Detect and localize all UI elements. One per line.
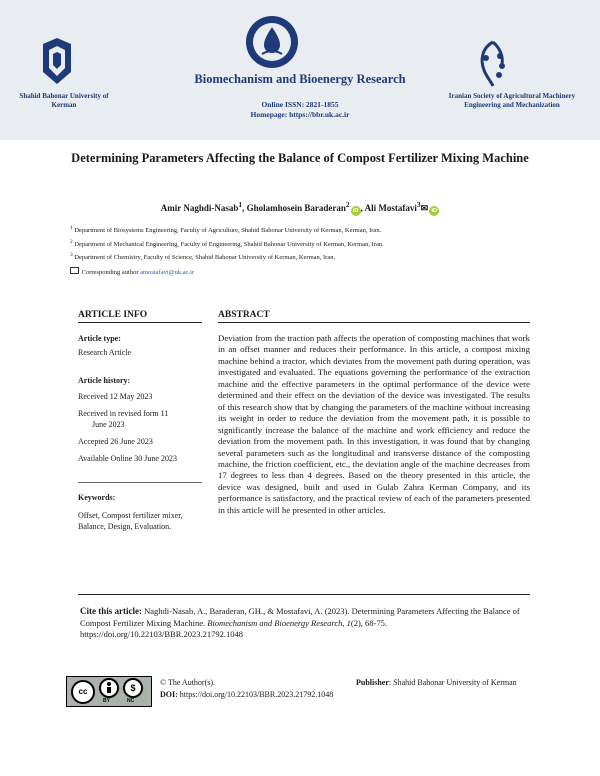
university-logo	[40, 38, 74, 84]
author-sup: 2	[345, 200, 350, 209]
publisher-label: Publisher	[356, 678, 389, 687]
keywords-divider	[78, 482, 202, 483]
article-info-column	[78, 310, 202, 532]
corresponding-author	[70, 267, 540, 279]
corresponding-label: Corresponding author	[81, 268, 139, 276]
publisher-value: : Shahid Bahonar University of Kerman	[388, 678, 517, 687]
nc-icon: $	[123, 678, 143, 698]
homepage-label: Homepage:	[250, 110, 288, 119]
doi-line	[160, 690, 333, 699]
abstract-heading: ABSTRACT	[218, 310, 530, 323]
author-sup: 1	[238, 200, 243, 209]
journal-name: Biomechanism and Bioenergy Research	[194, 72, 406, 86]
article-type-value: Research Article	[78, 348, 132, 357]
copyright-text: The Author(s).	[167, 678, 216, 687]
keywords-label: Keywords:	[78, 493, 116, 502]
citation-volume: 1	[346, 617, 351, 628]
doi-label: DOI:	[160, 690, 178, 699]
institution-left: Shahid Bahonar University of Kerman	[19, 92, 109, 109]
author-name[interactable]: Amir Naghdi-Nasab	[160, 203, 239, 213]
abstract-text: Deviation from the traction path affects the operation of composting machines that work in an offset manner and reduces their performance. In this article, a compost mixing machine behind a tractor, which deviates from the movement path during operation, was investigated and evaluated. The equations governing the performance of the extraction machine and the effective parameters in the optimal performance of the device were determined and their effect on the deviation of the device was investigated. The results of this research show that by changing the parameters of the machine without increasing its weight in order to reduce the deviation from the movement path, it is possible to significantly increase the balance of the machine and work efficiency and reduce the deviation from the movement path. In this investigation, it was found that by changing several parameters such as the longitudinal and transverse distance of the composting machine, the friction coefficient, etc., the deviation angle of the machine decreases from 17 degrees to less than 4 degrees. Based on the theory presented in this article, the device was designed, built and used in Gulab Zahra Kerman Company, and its performance is satisfactory, and the practical review of each of the parameters presented in this article will be presented in other articles.	[218, 333, 530, 515]
citation-lead: Cite this article:	[80, 606, 142, 616]
by-label: BY	[103, 698, 110, 704]
orcid-icon[interactable]: iD	[429, 206, 439, 216]
by-icon	[99, 678, 119, 698]
history-available: Available Online 30 June 2023	[78, 454, 177, 463]
citation-block	[80, 606, 530, 641]
author-list: Amir Naghdi-Nasab$^1$, Gholamhosein Baraderan$^2$iD , Ali Mostafavi$^3$✉ iD	[60, 200, 540, 216]
history-received: Received 12 May 2023	[78, 392, 153, 401]
affiliation: $^2$ Department of Mechanical Engineering, Faculty of Engineering, Shahid Bahonar University of Kerman, Kerman, Iran.	[70, 238, 384, 248]
history-accepted: Accepted 26 June 2023	[78, 437, 153, 446]
paper-title: Determining Parameters Affecting the Balance of Compost Fertilizer Mixing Machine	[71, 151, 529, 165]
copyright-icon: ©	[160, 678, 167, 687]
cc-icon: cc	[71, 680, 95, 704]
society-logo	[474, 38, 512, 90]
affiliation: $^1$ Department of Biosystems Engineering, Faculty of Agriculture, Shahid Bahonar University of Kerman, Kerman, Iran.	[70, 225, 382, 235]
section-divider	[78, 594, 530, 595]
publisher	[356, 678, 517, 687]
nc-label: NC	[127, 698, 135, 704]
institution-right: Iranian Society of Agricultural Machinery Engineering and Mechanization	[448, 92, 576, 109]
author-name[interactable]: Gholamhosein Baraderan	[246, 203, 346, 213]
doi-link[interactable]: https://doi.org/10.22103/BBR.2023.21792.1048	[179, 690, 334, 699]
cc-license-badge[interactable]	[66, 676, 152, 707]
corresponding-email[interactable]: amostafavi@uk.ac.ir	[140, 268, 195, 276]
author-sup: 3	[416, 200, 421, 209]
keywords-value: Offset, Compost fertilizer mixer, Balance, Design, Evaluation.	[78, 511, 183, 531]
issn-block	[130, 100, 470, 120]
citation-issue-pages[interactable]: (2), 68-75. https://doi.org/10.22103/BBR.2023.21792.1048	[80, 617, 387, 639]
affiliations	[70, 223, 540, 278]
homepage-link[interactable]: https://bbr.uk.ac.ir	[289, 110, 350, 119]
article-history-label: Article history:	[78, 376, 131, 385]
citation-journal: Biomechanism and Bioenergy Research,	[207, 617, 345, 628]
copyright	[160, 678, 215, 687]
abstract-column	[218, 310, 530, 516]
corresponding-mail-icon: ✉	[420, 203, 429, 213]
article-info-heading: ARTICLE INFO	[78, 310, 202, 323]
journal-logo	[244, 14, 300, 70]
article-type-label: Article type:	[78, 334, 121, 343]
issn: Online ISSN: 2821-1855	[261, 100, 339, 109]
affiliation: $^3$ Department of Chemistry, Faculty of Science, Shahid Bahonar University of Kerman, Kerman, Iran.	[70, 252, 336, 262]
citation-authors: Naghdi-Nasab, A., Baraderan, GH., & Mostafavi, A. (2023). Determining Parameters Affecting the Balance of Compost Fertilizer Mixing Machine.	[80, 606, 520, 628]
orcid-icon[interactable]: iD	[351, 206, 361, 216]
envelope-icon	[70, 267, 79, 274]
author-name[interactable]: Ali Mostafavi	[364, 203, 417, 213]
history-revised: Received in revised form 11 June 2023	[78, 409, 169, 429]
homepage-line	[130, 110, 470, 120]
